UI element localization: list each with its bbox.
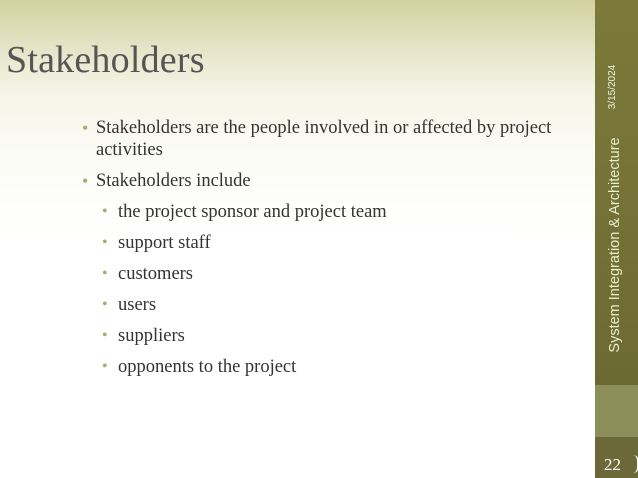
sub-bullet-text: the project sponsor and project team <box>118 202 387 222</box>
sub-bullet-item <box>82 263 582 285</box>
bullet-item <box>82 170 582 192</box>
sub-bullet-item <box>82 294 582 316</box>
bullet-icon: • <box>82 171 89 191</box>
sub-bullet-icon: • <box>102 265 108 282</box>
bullet-text: Stakeholders include <box>96 171 251 191</box>
sub-bullet-text: support staff <box>118 233 211 253</box>
sub-bullet-icon: • <box>102 234 108 251</box>
bullet-icon: • <box>82 118 89 138</box>
sub-bullet-icon: • <box>102 296 108 313</box>
page-curl-mark <box>633 455 638 473</box>
vertical-course-title: System Integration & Architecture <box>607 137 623 353</box>
sub-bullet-item <box>82 232 582 254</box>
sub-bullet-icon: • <box>102 327 108 344</box>
sub-bullet-text: opponents to the project <box>118 357 297 377</box>
sub-bullet-text: suppliers <box>118 326 185 346</box>
sub-bullet-item <box>82 201 582 223</box>
bullet-list <box>82 117 582 387</box>
sub-bullet-icon: • <box>102 358 108 375</box>
slide-title: Stakeholders <box>6 39 205 81</box>
sub-bullet-icon: • <box>102 203 108 220</box>
bullet-item <box>82 117 582 161</box>
page-number: 22 <box>604 455 621 474</box>
slide-date: 3/15/2024 <box>607 64 618 110</box>
sub-bullet-text: users <box>118 295 157 315</box>
bullet-text: Stakeholders are the people involved in or affected by project activities <box>96 118 552 160</box>
sub-bullet-item <box>82 325 582 347</box>
sub-bullet-text: customers <box>118 264 194 284</box>
sidebar-band-middle <box>595 385 638 437</box>
sub-bullet-item <box>82 356 582 378</box>
